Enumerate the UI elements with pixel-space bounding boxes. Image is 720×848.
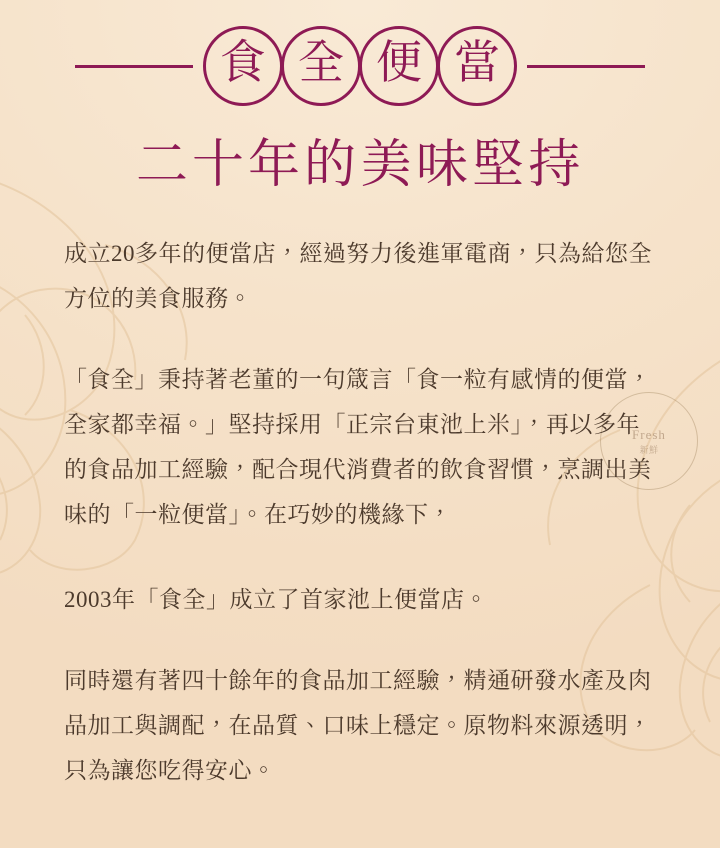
paragraph-2: 「食全」秉持著老董的一句箴言「食一粒有感情的便當，全家都幸福。」堅持採用「正宗台東池上米」，再以多年的食品加工經驗，配合現代消費者的飲食習慣，烹調出美味的「一粒便當」。在巧妙的機緣下， (64, 367, 652, 527)
watermark-subtext: 新鮮 (639, 444, 659, 455)
brand-char-2: 全 (281, 26, 361, 106)
brand-char-3: 便 (359, 26, 439, 106)
paragraph-1: 成立20多年的便當店，經過努力後進軍電商，只為給您全方位的美食服務。 (64, 241, 652, 311)
paragraph-4: 同時還有著四十餘年的食品加工經驗，精通研發水產及肉品加工與調配，在品質、口味上穩定。原物料來源透明，只為讓您吃得安心。 (64, 668, 652, 783)
page-subtitle: 二十年的美味堅持 (135, 137, 584, 194)
brand-char-1: 食 (203, 26, 283, 106)
title-rule-left (75, 65, 193, 68)
brand-title-row (0, 26, 720, 106)
paragraph-3: 2003年「食全」成立了首家池上便當店。 (64, 587, 488, 612)
brand-title (203, 26, 517, 106)
watermark-text: Fresh (632, 427, 666, 443)
page-header (0, 0, 720, 197)
body-content (0, 231, 720, 793)
brand-char-4: 當 (437, 26, 517, 106)
title-rule-right (527, 65, 645, 68)
